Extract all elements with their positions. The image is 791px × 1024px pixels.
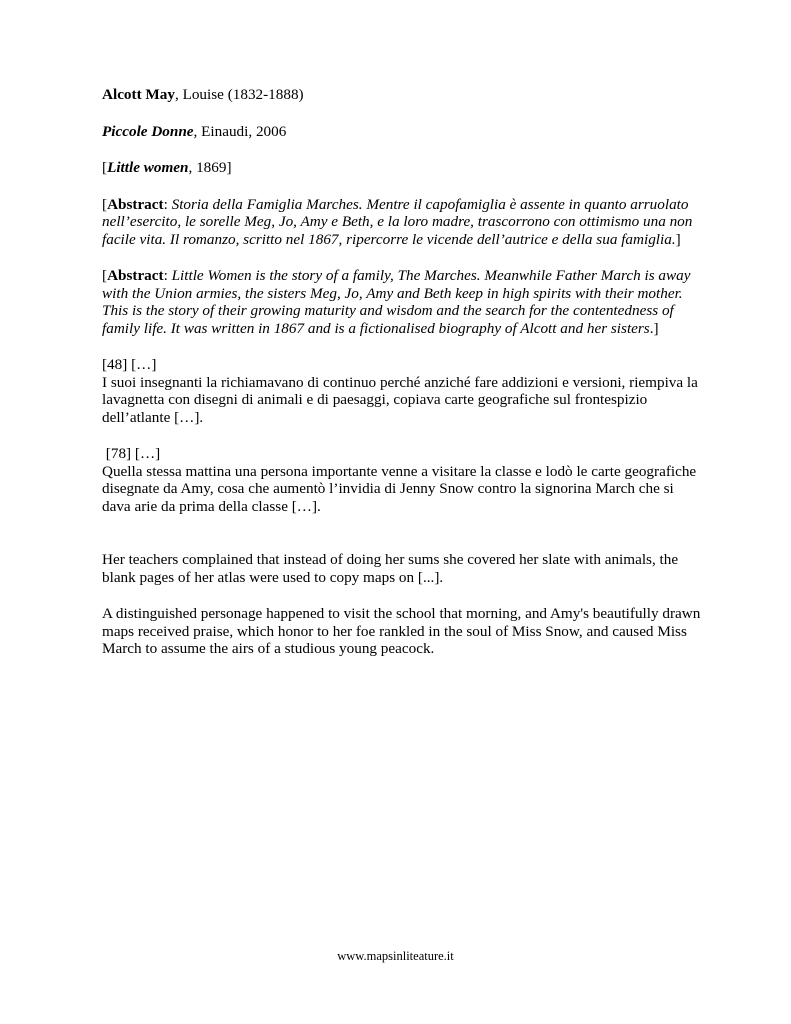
original-title-line — [102, 159, 702, 177]
bracket-close: .] — [649, 319, 659, 337]
bracket-open: [ — [102, 159, 108, 176]
excerpt-italian-78 — [102, 445, 702, 515]
original-title: Little women — [107, 159, 189, 176]
abstract-english-text: Little Women is the story of a family, The Marches. Meanwhile Father March is away with the Union armies, the sisters Meg, Jo, Amy and Beth keep in high spirits with their mother. This is the story of their growing maturity and wisdom and the search for the contentedness of family life. It was written in 1867 and is a fictionalised biography of Alcott and her sisters — [102, 267, 691, 337]
excerpt-ref: [78] […] — [102, 445, 161, 462]
abstract-italian — [102, 196, 702, 249]
edition-details: , Einaudi, 2006 — [193, 122, 287, 140]
abstract-label: Abstract — [107, 267, 164, 284]
bracket-open: [ — [102, 195, 108, 213]
excerpt-italian-48 — [102, 356, 702, 426]
book-title: Piccole Donne — [102, 122, 194, 140]
original-year: , 1869] — [188, 159, 232, 176]
excerpt-ref: [48] […] — [102, 356, 157, 373]
excerpt-text: Quella stessa mattina una persona importante venne a visitare la classe e lodò le carte geografiche disegnate da Amy, cosa che aumentò l’invidia di Jenny Snow contro la signorina March che si dava arie da prima della classe […]. — [102, 462, 697, 515]
edition-line — [102, 123, 702, 141]
excerpt-english-2: A distinguished personage happened to visit the school that morning, and Amy's beautifully drawn maps received praise, which honor to her foe rankled in the soul of Miss Snow, and caused Miss March to assume the airs of a studious young peacock. — [102, 605, 701, 657]
document-page — [102, 86, 702, 658]
excerpt-text: I suoi insegnanti la richiamavano di continuo perché anziché fare addizioni e versioni, riempiva la lavagnetta con disegni di animali e di paesaggi, copiava carte geografiche sul frontespizio dell’atlante […]. — [102, 373, 698, 426]
abstract-italian-text: Storia della Famiglia Marches. Mentre il capofamiglia è assente in quanto arruolato nell’esercito, le sorelle Meg, Jo, Amy e Beth, e la loro madre, trascorrono con ottimismo una non facile vita. Il romanzo, scritto nel 1867, ripercorre le vicende dell’autrice e della sua famiglia. — [102, 195, 693, 248]
abstract-english — [102, 267, 702, 337]
excerpt-english-1: Her teachers complained that instead of doing her sums she covered her slate with animals, the blank pages of her atlas were used to copy maps on [...]. — [102, 551, 679, 586]
author-surname: Alcott May — [102, 86, 175, 103]
abstract-colon: : — [163, 195, 172, 213]
abstract-colon: : — [163, 267, 172, 284]
abstract-label: Abstract — [107, 195, 164, 213]
author-line — [102, 86, 702, 104]
bracket-open: [ — [102, 267, 108, 284]
footer-website: www.mapsinliteature.it — [337, 949, 454, 963]
author-details: , Louise (1832-1888) — [174, 86, 304, 103]
bracket-close: ] — [675, 230, 681, 248]
